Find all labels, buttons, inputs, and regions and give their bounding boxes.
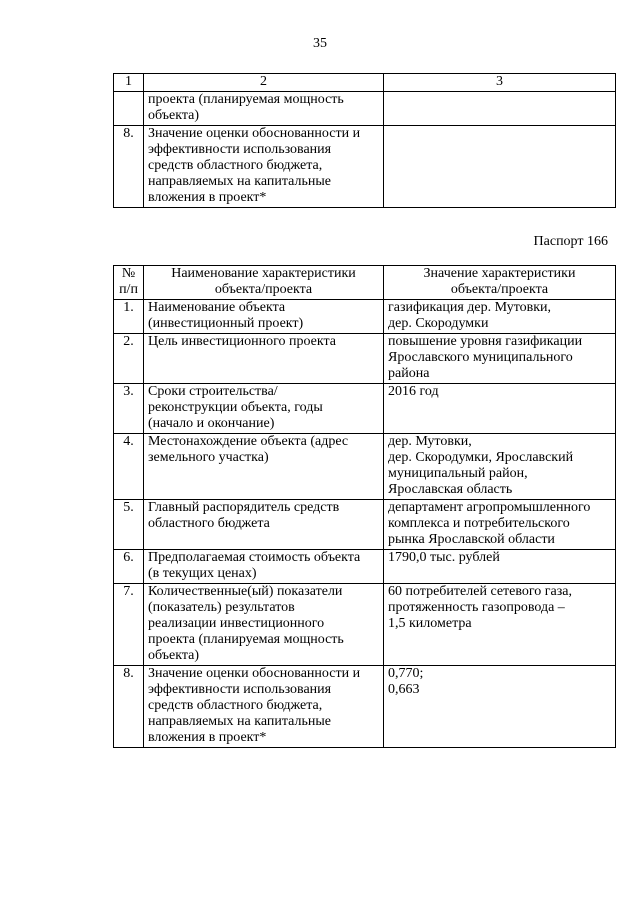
column-number-1: 1 <box>114 74 144 92</box>
characteristic-value: газификация дер. Мутовки, дер. Скородумки <box>384 300 616 334</box>
table-row <box>114 500 616 550</box>
characteristic-value <box>384 126 616 208</box>
row-number: 4. <box>114 434 144 500</box>
column-number-row <box>114 74 616 92</box>
table-row <box>114 300 616 334</box>
table-row <box>114 584 616 666</box>
table-row <box>114 434 616 500</box>
row-number: 7. <box>114 584 144 666</box>
characteristic-value: повышение уровня газификации Ярославского муниципального района <box>384 334 616 384</box>
characteristic-value: 60 потребителей сетевого газа, протяженность газопровода – 1,5 километра <box>384 584 616 666</box>
characteristic-value: департамент агропромышленного комплекса и потребительского рынка Ярославской области <box>384 500 616 550</box>
characteristic-name: Предполагаемая стоимость объекта (в текущих ценах) <box>144 550 384 584</box>
passport-title: Паспорт 166 <box>533 234 608 249</box>
characteristic-name: проекта (планируемая мощность объекта) <box>144 92 384 126</box>
characteristic-name: Количественные(ый) показатели (показатель) результатов реализации инвестиционного проекта (планируемая мощность объекта) <box>144 584 384 666</box>
table-row <box>114 126 616 208</box>
header-characteristic-value: Значение характеристики объекта/проекта <box>384 266 616 300</box>
characteristic-name: Сроки строительства/ реконструкции объекта, годы (начало и окончание) <box>144 384 384 434</box>
row-number <box>114 92 144 126</box>
table-row <box>114 384 616 434</box>
passport-table <box>113 265 616 748</box>
table-row <box>114 550 616 584</box>
row-number: 8. <box>114 666 144 748</box>
row-number: 2. <box>114 334 144 384</box>
row-number: 8. <box>114 126 144 208</box>
characteristic-value: 1790,0 тыс. рублей <box>384 550 616 584</box>
characteristic-name: Значение оценки обоснованности и эффективности использования средств областного бюджета, направляемых на капитальные вложения в проект* <box>144 666 384 748</box>
characteristic-value <box>384 92 616 126</box>
row-number: 6. <box>114 550 144 584</box>
characteristic-name: Местонахождение объекта (адрес земельного участка) <box>144 434 384 500</box>
table-row <box>114 666 616 748</box>
header-characteristic-name: Наименование характеристики объекта/проекта <box>144 266 384 300</box>
characteristic-name: Наименование объекта (инвестиционный проект) <box>144 300 384 334</box>
characteristic-name: Главный распорядитель средств областного бюджета <box>144 500 384 550</box>
row-number: 1. <box>114 300 144 334</box>
characteristic-name: Цель инвестиционного проекта <box>144 334 384 384</box>
table-row <box>114 334 616 384</box>
characteristic-name: Значение оценки обоснованности и эффективности использования средств областного бюджета, направляемых на капитальные вложения в проект* <box>144 126 384 208</box>
continuation-table <box>113 73 616 208</box>
row-number: 5. <box>114 500 144 550</box>
table-header-row <box>114 266 616 300</box>
column-number-2: 2 <box>144 74 384 92</box>
characteristic-value: 0,770; 0,663 <box>384 666 616 748</box>
characteristic-value: дер. Мутовки, дер. Скородумки, Ярославский муниципальный район, Ярославская область <box>384 434 616 500</box>
row-number: 3. <box>114 384 144 434</box>
header-number: № п/п <box>114 266 144 300</box>
page-number: 35 <box>313 36 327 51</box>
table-row <box>114 92 616 126</box>
column-number-3: 3 <box>384 74 616 92</box>
characteristic-value: 2016 год <box>384 384 616 434</box>
